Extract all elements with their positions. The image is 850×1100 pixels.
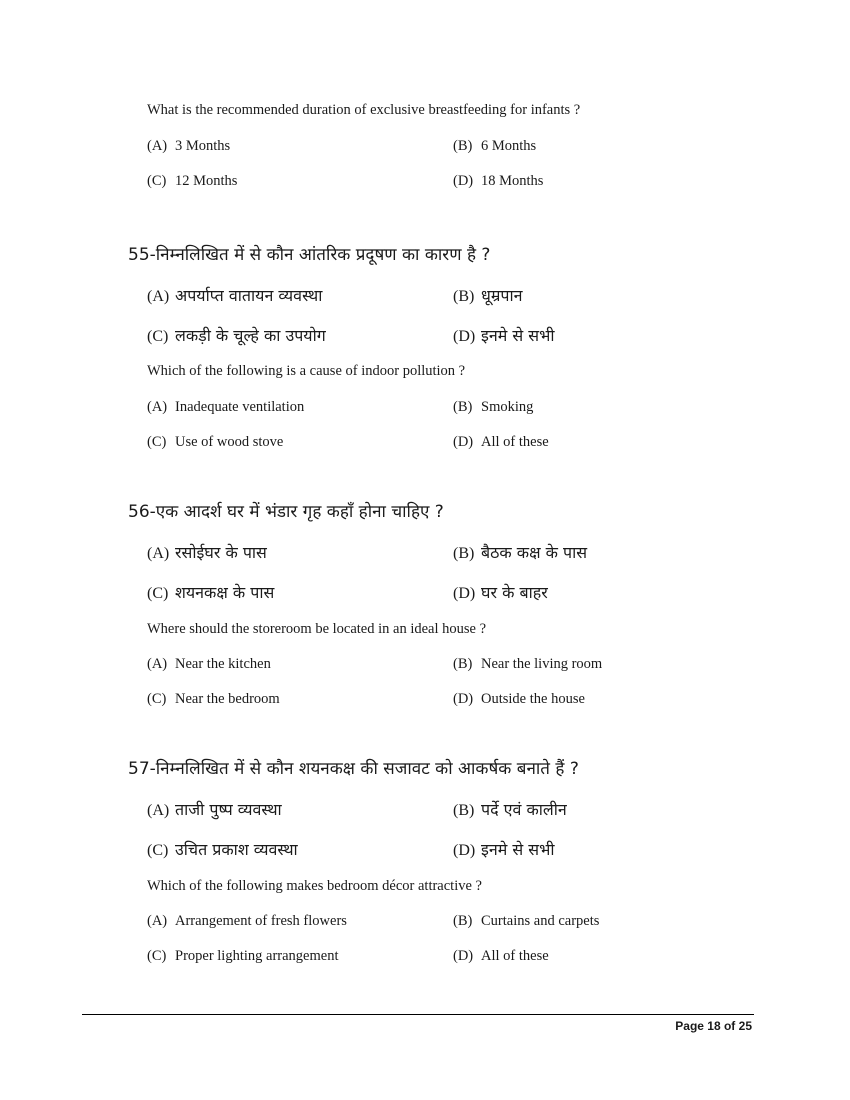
question-text: Which of the following makes bedroom décor attractive ? xyxy=(147,878,482,894)
option-d: (D) इनमे से सभी xyxy=(453,840,555,859)
option-b: (B) पर्दे एवं कालीन xyxy=(453,800,567,819)
option-c: (C) Near the bedroom xyxy=(147,691,280,707)
option-d: (D) All of these xyxy=(453,948,549,964)
option-c: (C) उचित प्रकाश व्यवस्था xyxy=(147,840,298,859)
option-c: (C) शयनकक्ष के पास xyxy=(147,583,275,602)
page-number: Page 18 of 25 xyxy=(675,1019,752,1033)
option-d: (D) घर के बाहर xyxy=(453,583,548,602)
question-number: 57- xyxy=(128,759,156,779)
option-c: (C) Use of wood stove xyxy=(147,434,284,450)
option-d: (D) 18 Months xyxy=(453,173,544,189)
option-d: (D) Outside the house xyxy=(453,691,585,707)
option-a: (A) Arrangement of fresh flowers xyxy=(147,913,347,929)
option-a: (A) रसोईघर के पास xyxy=(147,543,267,562)
question-text: निम्नलिखित में से कौन शयनकक्ष की सजावट को आकर्षक बनाते हैं ? xyxy=(155,759,579,779)
question-text: Where should the storeroom be located in an ideal house ? xyxy=(147,621,487,637)
option-a: (A) ताजी पुष्प व्यवस्था xyxy=(147,800,282,819)
question-text: Which of the following is a cause of indoor pollution ? xyxy=(147,363,466,379)
question-number: 56- xyxy=(128,502,156,522)
option-c: (C) 12 Months xyxy=(147,173,238,189)
option-b: (B) Smoking xyxy=(453,399,534,415)
question-text: निम्नलिखित में से कौन आंतरिक प्रदूषण का कारण है ? xyxy=(155,245,491,265)
option-d: (D) इनमे से सभी xyxy=(453,326,555,345)
option-b: (B) बैठक कक्ष के पास xyxy=(453,543,588,562)
option-a: (A) Inadequate ventilation xyxy=(147,399,305,415)
option-a: (A) 3 Months xyxy=(147,138,231,154)
option-b: (B) 6 Months xyxy=(453,138,537,154)
option-c: (C) लकड़ी के चूल्हे का उपयोग xyxy=(147,326,326,345)
question-text: एक आदर्श घर में भंडार गृह कहाँ होना चाहिए ? xyxy=(155,502,444,522)
question-text: What is the recommended duration of exclusive breastfeeding for infants ? xyxy=(147,102,581,118)
option-b: (B) Near the living room xyxy=(453,656,603,672)
option-b: (B) Curtains and carpets xyxy=(453,913,600,929)
option-b: (B) धूम्रपान xyxy=(453,286,523,305)
footer-divider xyxy=(82,1014,754,1015)
option-a: (A) Near the kitchen xyxy=(147,656,271,672)
option-a: (A) अपर्याप्त वातायन व्यवस्था xyxy=(147,286,323,305)
question-number: 55- xyxy=(128,245,156,265)
option-c: (C) Proper lighting arrangement xyxy=(147,948,339,964)
option-d: (D) All of these xyxy=(453,434,549,450)
